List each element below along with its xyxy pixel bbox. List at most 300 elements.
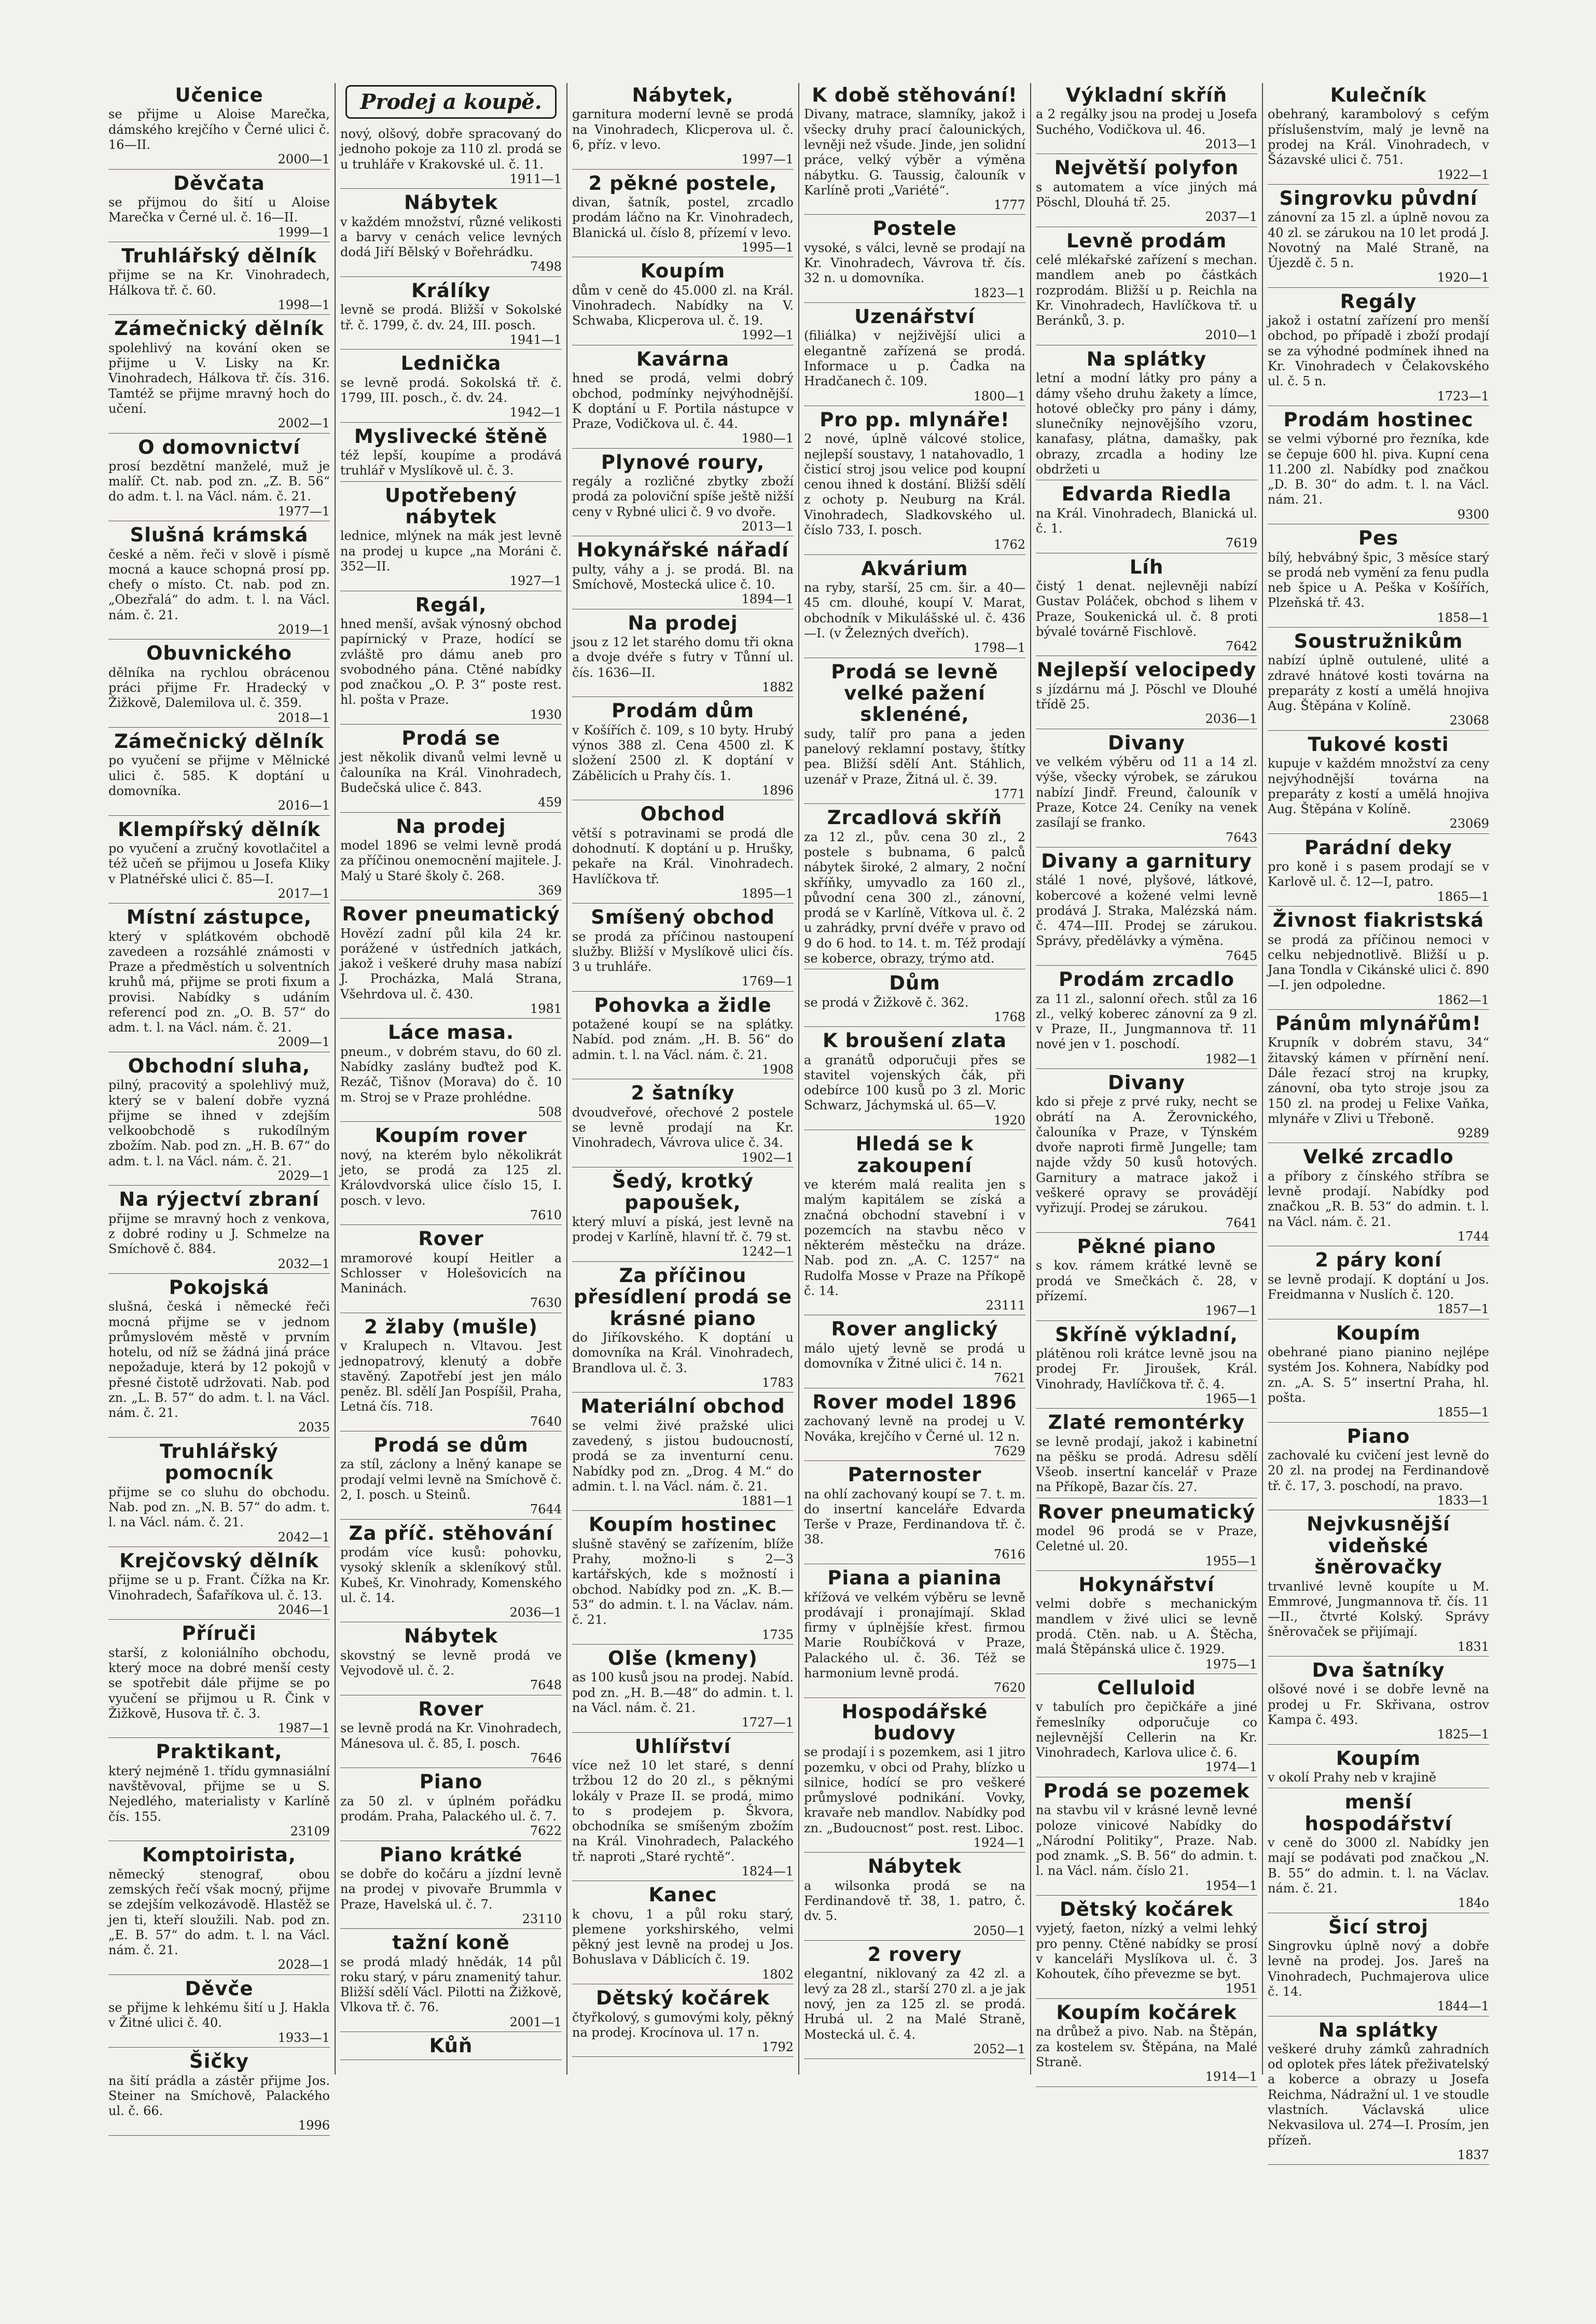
ad-reference-number: 1920 xyxy=(993,1112,1025,1128)
classified-ad xyxy=(108,244,330,315)
classified-ad xyxy=(108,1739,330,1841)
ad-reference-number: 1895—1 xyxy=(741,886,794,901)
ad-title: Králíky xyxy=(411,279,491,302)
ad-reference-number: 1802 xyxy=(761,1967,794,1982)
ad-reference-number: 1974—1 xyxy=(1205,1760,1257,1775)
classified-ad xyxy=(108,1054,330,1186)
ad-body: (filiálka) v nejživější ulici a elegantně zařízená se prodá. Informace u p. Čadka na Hradčanech č. 109. xyxy=(804,328,1025,389)
classified-ad xyxy=(1268,1746,1489,1789)
ad-title: 2 rovery xyxy=(867,1943,962,1966)
classified-ad xyxy=(1268,1915,1489,2016)
ad-title: Singrovku půvdní xyxy=(1279,187,1478,210)
classified-ad xyxy=(804,1390,1025,1461)
ad-title: Regál, xyxy=(415,593,487,616)
classified-ad xyxy=(108,2049,330,2136)
classified-ad xyxy=(1036,1323,1257,1409)
classified-ad xyxy=(1268,289,1489,406)
ad-body: za stíl, záclony a lněný kanape se prodají velmi levně na Smíchově č. 2, I. posch. u Steinů. xyxy=(340,1457,562,1502)
ad-reference-number: 1980—1 xyxy=(741,431,794,446)
ad-body: obehraný, karambolový s cefým příslušenstvím, malý je levně na prodej na Král. Vinohradech, v Šázavské ulici č. 751. xyxy=(1268,107,1489,168)
classified-ad xyxy=(340,483,562,591)
column-6 xyxy=(1263,83,1494,2162)
ad-reference-number: 2000—1 xyxy=(277,152,330,167)
classified-ad xyxy=(572,1734,794,1882)
ad-reference-number: 1242—1 xyxy=(741,1244,794,1259)
classified-ad xyxy=(1268,908,1489,1010)
ad-title: Rover model 1896 xyxy=(812,1390,1017,1413)
classified-ad xyxy=(1036,967,1257,1069)
ad-reference-number: 2029—1 xyxy=(277,1168,330,1183)
classified-ad xyxy=(108,1549,330,1620)
classified-ad xyxy=(108,1187,330,1274)
ad-title: Dům xyxy=(889,972,940,995)
ad-body: větší s potravinami se prodá dle dohodnutí. K doptání u p. Hrušky, pekaře na Král. Vinohradech. Havlíčkova tř. xyxy=(572,826,794,886)
classified-ad xyxy=(340,1930,562,2032)
ad-reference-number: 2037—1 xyxy=(1205,210,1257,225)
ad-body: v okolí Prahy neb v krajině xyxy=(1268,1770,1437,1785)
ad-body: se velmi živé pražské ulici zavedený, s jistou budoucností, prodá se za inventurní cenu. Nabídky pod zn. „Drog. 4 M.“ do admin. t. l. na Václ. nám. č. 21. xyxy=(572,1418,794,1494)
ad-reference-number: 9300 xyxy=(1457,507,1489,522)
classified-ad xyxy=(108,523,330,639)
ad-reference-number: 1825—1 xyxy=(1437,1727,1489,1742)
ad-body: který v splátkovém obchodě zavedeen a rozsáhlé známosti v Praze a předměstích u solventních kruhů má, přijme se proti fixum a provisi. Nabídky s udáním referencí pod zn. „O. B. 57“ do adm. t. l. na Václ. nám. č. 21. xyxy=(108,929,330,1035)
ad-title: Slušná krámská xyxy=(130,524,309,547)
ad-reference-number: 1982—1 xyxy=(1205,1051,1257,1066)
classified-ad xyxy=(108,435,330,522)
ad-reference-number: 2010—1 xyxy=(1205,328,1257,343)
ad-title: Učenice xyxy=(175,84,263,106)
column-3 xyxy=(567,83,799,2075)
ad-body: se přijme u Aloise Marečka, dámského krejčího v Černé ulici č. 16—II. xyxy=(108,107,330,152)
classified-ad xyxy=(1268,1424,1489,1511)
ad-body: Hovězí zadní půl kila 24 kr. porážené v ústředních jatkách, jakož i veškeré druhy masa nabízí J. Procházka, Malá Strana, Všehrdova ul. č. 430. xyxy=(340,926,562,1001)
classified-ad xyxy=(804,660,1025,804)
ad-reference-number: 1800—1 xyxy=(973,388,1025,403)
column-1 xyxy=(104,83,336,2133)
ad-body: divan, šatník, postel, zrcadlo prodám láčno na Kr. Vinohradech, Blanická ul. číslo 8, přízemí v levo. xyxy=(572,195,794,240)
ad-title: Na prodej xyxy=(628,611,738,634)
ad-title: Obuvnického xyxy=(146,642,292,665)
classified-ad xyxy=(572,1512,794,1644)
ad-body: jakož i ostatní zařízení pro menší obchod, po případě i zboží prodají se za výhodné podmínek ihned na Kr. Vinohradech v Čelakovského ul. č. 5 n. xyxy=(1268,313,1489,389)
section-title: Prodej a koupě. xyxy=(345,85,557,119)
ad-reference-number: 2017—1 xyxy=(277,886,330,901)
ad-title: Pěkné piano xyxy=(1077,1235,1216,1258)
ad-title: Koupím hostinec xyxy=(589,1513,777,1536)
classified-ad xyxy=(572,347,794,449)
ad-body: nový, na kterém bylo několikrát jeto, se prodá za 125 zl. Královdvorská ulice číslo 15, I. posch. v levo. xyxy=(340,1147,562,1208)
ad-title: Prodám hostinec xyxy=(1283,408,1474,431)
ad-title: Zrcadlová skříň xyxy=(827,806,1003,829)
ad-body: za 11 zl., salonní ořech. stůl za 16 zl., velký koberec zánovní za 9 zl. v Praze, II., Jungmannova tř. 11 nové jen v 1. poschodí. xyxy=(1036,991,1257,1052)
ad-body: ve kterém malá realita jen s malým kapitálem se získá a značná obchodní stavební i v pozemcích na stavbu něco v některém městečku na dráze. Nab. pod zn. „A. C. 1257“ na Rudolfa Mosse v Praze na Příkopě č. 14. xyxy=(804,1177,1025,1298)
ad-reference-number: 2001—1 xyxy=(509,2014,562,2029)
ad-body: s automatem a více jiných má Pöschl, Dlouhá tř. 25. xyxy=(1036,179,1257,210)
ad-title: Uzenářství xyxy=(854,305,975,328)
ad-title: Rover anglický xyxy=(831,1318,998,1341)
ad-reference-number: 1744 xyxy=(1457,1229,1489,1244)
ad-reference-number: 7616 xyxy=(993,1547,1025,1562)
ad-body: olšové nové i se dobře levně na prodej u Fr. Skřivana, ostrov Kampa č. 493. xyxy=(1268,1682,1489,1727)
ad-reference-number: 2018—1 xyxy=(277,710,330,725)
ad-title: Krejčovský dělník xyxy=(119,1549,319,1572)
ad-title: 2 šatníky xyxy=(631,1082,735,1105)
ad-title: Hokynářské nářadí xyxy=(577,539,789,562)
classified-ad xyxy=(804,304,1025,406)
ad-title: Koupím kočárek xyxy=(1056,2001,1237,2024)
ad-reference-number: 2042—1 xyxy=(277,1529,330,1544)
ad-title: O domovnictví xyxy=(138,436,300,458)
ad-body: obehrané piano pianino nejlépe systém Jos. Kohnera, Nabídky pod zn. „A. S. 5“ insertní Praha, hl. pošta. xyxy=(1268,1345,1489,1405)
ad-body: se levně prodá na Kr. Vinohradech, Mánesova ul. č. 85, I. posch. xyxy=(340,1721,562,1751)
classified-ad xyxy=(572,1263,794,1393)
ad-title: Pohovka a židle xyxy=(594,994,772,1017)
ad-body: nabízí úplně outulené, ulité a zdravé hnátové kosti továrna na preparáty z kostí a umělá hnojiva Aug. Štěpána v Kolíně. xyxy=(1268,653,1489,714)
ad-title: Kulečník xyxy=(1330,84,1427,106)
ad-body: hned menší, avšak výnosný obchod papírnický v Praze, hodící se zvláště pro dámu aneb pro svobodného pána. Ctěné nabídky pod značkou „O. P. 3“ poste rest. hl. pošta v Praze. xyxy=(340,617,562,707)
classified-ad xyxy=(340,1843,562,1929)
ad-title: Obchodní sluha, xyxy=(128,1054,311,1077)
ad-body: jest několik divanů velmi levně u čalouníka na Král. Vinohradech, Budečská ulice č. 843. xyxy=(340,750,562,795)
classified-ad xyxy=(572,538,794,609)
ad-body: model 1896 se velmi levně prodá za příčinou onemocnění majitele. J. Malý u Staré školy č. 268. xyxy=(340,838,562,883)
ad-body: dům v ceně do 45.000 zl. na Král. Vinohradech. Nabídky na V. Schwaba, Klicperova ul. č. 19. xyxy=(572,283,794,328)
classified-ad xyxy=(1036,1779,1257,1896)
classified-ad xyxy=(804,1317,1025,1388)
ad-body: v každém množství, různé velikosti a barvy v cenách velice levných dodá Jiří Bělský v Bořehrádku. xyxy=(340,214,562,260)
ad-reference-number: 2013—1 xyxy=(741,519,794,534)
classified-ad xyxy=(1036,1500,1257,1571)
ad-title: Divany xyxy=(1108,1071,1185,1094)
ad-reference-number: 1955—1 xyxy=(1205,1553,1257,1568)
ad-reference-number: 1783 xyxy=(761,1375,794,1390)
classified-ad xyxy=(340,124,562,189)
ad-title: Pokojská xyxy=(169,1276,270,1299)
ad-reference-number: 1996 xyxy=(298,2118,330,2133)
ad-title: Upotřebený nábytek xyxy=(384,484,518,528)
ad-title: 2 páry koní xyxy=(1315,1249,1442,1272)
ad-title: Hledá se k zakoupení xyxy=(855,1133,974,1177)
classified-ad xyxy=(804,1942,1025,2059)
ad-reference-number: 508 xyxy=(538,1104,562,1119)
ad-body: a granátů odporučuji přes se stavitel vojenských čák, při odebírce 100 kusů po 3 zl. Moric Schwarz, Jáchymská ul. 65—V. xyxy=(804,1052,1025,1113)
ad-body: na stavbu vil v krásné levně levné poloze vinicové Nabídky do „Národní Politiky“, Praze. Nab. pod znamk. „S. B. 56“ do admin. t. l. na Václ. nám. číslo 21. xyxy=(1036,1803,1257,1878)
ad-body: se prodá mladý hnědák, 14 půl roku starý, v páru znamenitý tahur. Bližší sdělí Václ. Pilotti na Žižkově, Vlkova tř. č. 76. xyxy=(340,1954,562,2015)
ad-body: hned se prodá, velmi dobrý obchod, podmínky nejvýhodnější. K doptání u F. Portila nástupce v Praze, Vodičkova ul. č. 44. xyxy=(572,371,794,432)
ad-title: Piano xyxy=(1347,1425,1410,1448)
ad-reference-number: 2016—1 xyxy=(277,798,330,813)
ad-title: Rover xyxy=(418,1228,484,1250)
ad-body: potažené koupí se na splátky. Nabíd. pod znám. „H. B. 56“ do admin. t. l. na Václ. nám. č. 21. xyxy=(572,1017,794,1062)
ad-title: Divany a garnitury xyxy=(1041,850,1252,872)
ad-title: Paternoster xyxy=(848,1464,982,1486)
ad-reference-number: 23109 xyxy=(290,1824,330,1839)
ad-title: Myslivecké štěně xyxy=(354,425,548,448)
classified-ad xyxy=(340,902,562,1019)
classified-ad xyxy=(108,316,330,433)
classified-ad xyxy=(340,190,562,277)
ad-reference-number: 23069 xyxy=(1449,816,1489,831)
ad-reference-number: 1837 xyxy=(1457,2147,1489,2162)
ad-title: Dva šatníky xyxy=(1312,1659,1445,1681)
ad-reference-number: 1977—1 xyxy=(277,504,330,519)
ad-body: velmi dobře s mechanickým mandlem v živé ulici se levně prodá. Ctěn. nab. u A. Štěcha, malá Štěpánská ulice č. 1929. xyxy=(1036,1596,1257,1657)
ad-body: se prodá za příčinou nastoupení služby. Bližší v Myslíkově ulici čís. 3 u truhláře. xyxy=(572,929,794,975)
ad-title: menší hospodářství xyxy=(1304,1791,1452,1835)
classified-ad xyxy=(1268,629,1489,731)
ad-reference-number: 369 xyxy=(538,883,562,898)
ad-title: Smíšený obchod xyxy=(591,906,775,929)
ad-body: kdo si přeje z prvé ruky, necht se obrátí na A. Žerovnického, čalouníka v Praze, v Týnském dvoře naproti firmě Jungelle; tam najde vždy 50 kusů hotových. Garnitury a matrace jakož i veškeré opravy se provádějí vyřizují. Prodej se zárukou. xyxy=(1036,1094,1257,1216)
ad-body: Krupník v dobrém stavu, 34“ žitavský kámen v přírnění není. Dále řezací stroj na krupky, zánovní, oba tyto stroje jsou za 150 zl. na prodej u Felixe Vaňka, mlynáře v Zlivi u Třeboně. xyxy=(1268,1035,1489,1126)
ad-title: Příruči xyxy=(182,1622,257,1645)
ad-body: dělníka na rychlou obrácenou práci přijme Fr. Hradecký v Žižkově, Dalemilova ul. č. 359. xyxy=(108,665,330,711)
classified-ad xyxy=(804,1028,1025,1130)
ad-body: Divany, matrace, slamníky, jakož i všecky druhy prací čalounických, levněji než všude. Jinde, jen solidní práce, velký výběr a výměna nábytku. G. Taussig, čalouník v Karlíně proti „Variété“. xyxy=(804,107,1025,198)
ad-title: Truhlářský dělník xyxy=(121,244,317,267)
ad-title: Hokynářství xyxy=(1078,1574,1215,1596)
ad-reference-number: 1920—1 xyxy=(1437,270,1489,285)
classified-ad xyxy=(340,593,562,725)
ad-body: přijme se co sluhu do obchodu. Nab. pod zn. „N. B. 57“ do adm. t. l. na Václ. nám. č. 21. xyxy=(108,1484,330,1530)
ad-title: Uhlířství xyxy=(634,1735,731,1758)
ad-body: se levně prodají, jakož i kabinetní na pěšku se prodá. Adresu sdělí Všeob. insertní kancelář v Praze na Příkopě, Bazar čís. 27. xyxy=(1036,1434,1257,1495)
classified-ad xyxy=(1268,2018,1489,2165)
ad-title: Zámečnický dělník xyxy=(114,730,324,753)
ad-body: prosí bezdětní manželé, muž je malíř. Ct. nab. pod zn. „Z. B. 56“ do adm. t. l. na Václ. nám. č. 21. xyxy=(108,458,330,504)
ad-body: který nejméně 1. třídu gymnasiální navštěvoval, přijme se u S. Nejedlého, materialisty v Karlíně čís. 155. xyxy=(108,1763,330,1824)
ad-title: 2 žlaby (mušle) xyxy=(364,1315,538,1338)
ad-title: Kanec xyxy=(648,1884,717,1906)
ad-body: se levně prodají. K doptání u Jos. Freidmanna v Nuslích č. 120. xyxy=(1268,1272,1489,1302)
ad-body: čtyřkolový, s gumovými koly, pěkný na prodej. Krocínova ul. 17 n. xyxy=(572,2010,794,2040)
ad-title: Lednička xyxy=(400,352,502,375)
ad-reference-number: 7621 xyxy=(993,1371,1025,1386)
ad-reference-number: 2013—1 xyxy=(1205,136,1257,151)
ad-title: Největší polyfon xyxy=(1054,157,1239,179)
classified-ad xyxy=(804,971,1025,1027)
ad-title: Truhlářský pomocník xyxy=(160,1440,279,1484)
ad-title: Pro pp. mlynáře! xyxy=(820,408,1010,431)
ad-body: stálé 1 nové, plyšové, látkové, kobercové a kožené velmi levně prodává J. Straka, Malézská nám. č. 474—III. Prodej se zárukou. Správy, předělávky a výměna. xyxy=(1036,873,1257,949)
ad-title: Komptoirista, xyxy=(142,1844,296,1867)
ad-reference-number: 1902—1 xyxy=(741,1150,794,1165)
ad-reference-number: 1727—1 xyxy=(741,1715,794,1730)
ad-reference-number: 1723—1 xyxy=(1437,388,1489,403)
ad-title: Praktikant, xyxy=(156,1741,283,1763)
ad-body: s kov. rámem krátké levně se prodá ve Smečkách č. 28, v přízemí. xyxy=(1036,1258,1257,1303)
classified-ad xyxy=(108,1439,330,1547)
classified-ad xyxy=(1036,1410,1257,1498)
ad-title: Prodám zrcadlo xyxy=(1059,968,1234,991)
ad-title: Piano xyxy=(419,1771,483,1793)
ad-reference-number: 1930 xyxy=(530,707,562,722)
ad-reference-number: 1908 xyxy=(761,1062,794,1077)
ad-body: slušná, česká i německé řeči mocná přijme se v jednom průmyslovém městě v prvním hotelu, od níž se žádná jiná práce nepožaduje, která by 12 pokojů v přesné čistotě udržovati. Nab. pod zn. „L. B. 57“ do adm. t. l. na Václ. nám. č. 21. xyxy=(108,1299,330,1421)
ad-reference-number: 1894—1 xyxy=(741,592,794,607)
classified-ad xyxy=(108,83,330,170)
ad-reference-number: 7643 xyxy=(1225,830,1257,845)
ad-title: Nejlepší velocipedy xyxy=(1036,659,1257,681)
ad-reference-number: 1844—1 xyxy=(1437,1999,1489,2014)
ad-title: Líh xyxy=(1129,555,1164,578)
classified-ad xyxy=(340,1123,562,1225)
ad-reference-number: 7622 xyxy=(530,1824,562,1839)
ad-body: zachovaný levně na prodej u V. Nováka, krejčího v Černé ul. 12 n. xyxy=(804,1414,1025,1444)
ad-title: Piano krátké xyxy=(379,1843,523,1866)
classified-ad xyxy=(108,1977,330,2048)
ad-title: Zlaté remontérky xyxy=(1048,1411,1245,1434)
ad-reference-number: 1771 xyxy=(993,786,1025,801)
ad-reference-number: 1995—1 xyxy=(741,240,794,255)
ad-title: Kůň xyxy=(429,2035,473,2057)
classified-ad xyxy=(1036,156,1257,227)
ad-body: mramorové koupí Heitler a Schlosser v Holešovicích na Maninách. xyxy=(340,1250,562,1296)
ad-title: Zámečnický dělník xyxy=(114,317,324,340)
ad-reference-number: 2052—1 xyxy=(973,2041,1025,2056)
classified-ad xyxy=(340,1770,562,1841)
ad-title: Dětský kočárek xyxy=(1059,1898,1233,1921)
ad-body: zachovalé ku cvičení jest levně do 20 zl. na prodej na Ferdinandově tř. č. 17, 3. poschodí, na pravo. xyxy=(1268,1448,1489,1493)
ad-body: se přijme k lehkému šití u J. Hakla v Žitné ulici č. 40. xyxy=(108,2000,330,2030)
classified-ad xyxy=(1036,731,1257,847)
ad-title: Olše (kmeny) xyxy=(608,1647,758,1669)
ad-reference-number: 1927—1 xyxy=(509,574,562,589)
classified-ad xyxy=(572,993,794,1080)
ad-body: se prodá za příčinou nemoci v celku nebjednotlivě. Bližší u p. Jana Tondla v Cikánské ulici č. 890—I. jen odpoledne. xyxy=(1268,932,1489,993)
ad-body: s jízdárnu má J. Pöschl ve Dlouhé třídě 25. xyxy=(1036,681,1257,712)
classified-ad xyxy=(1268,526,1489,628)
ad-title: 2 pěkné postele, xyxy=(588,172,778,194)
ad-title: Nábytek xyxy=(404,191,498,214)
ad-body: málo ujetý levně se prodá u domovníka v Žitné ulici č. 14 n. xyxy=(804,1341,1025,1371)
classified-ad xyxy=(340,814,562,901)
classified-ad xyxy=(804,1854,1025,1941)
ad-title: Koupím rover xyxy=(374,1124,528,1147)
ad-title: Velké zrcadlo xyxy=(1303,1146,1454,1168)
classified-ad xyxy=(1268,1790,1489,1913)
ad-body: pneum., v dobrém stavu, do 60 zl. Nabídky zaslány buďtež pod K. Rezáč, Tišnov (Morava) do č. 10 m. Stroj se v Praze prohlédne. xyxy=(340,1044,562,1105)
ad-title: Piana a pianina xyxy=(827,1567,1002,1590)
classified-ad xyxy=(340,1315,562,1431)
ad-reference-number: 7498 xyxy=(530,259,562,274)
ad-body: elegantní, niklovaný za 42 zl. a levý za 28 zl., starší 270 zl. a je jak nový, jen za 125 zl. se prodá. Hrubá ul. 2 na Malé Straně, Mostecká ul. č. 4. xyxy=(804,1966,1025,2042)
ad-body: v Kralupech n. Vltavou. Jest jednopatrový, klenutý a dobře stavěný. Zapotřebí jest jen málo peněz. Bl. sdělí Jan Pospíšil, Praha, Letná čís. 718. xyxy=(340,1339,562,1414)
ad-body: lednice, mlýnek na mák jest levně na prodej u kupce „na Moráni č. 352—II. xyxy=(340,528,562,574)
classified-ad xyxy=(804,1700,1025,1853)
ad-title: Nejvkusnější videňské šněrovačky xyxy=(1307,1513,1450,1579)
ad-reference-number: 7630 xyxy=(530,1296,562,1311)
ad-reference-number: 7610 xyxy=(530,1207,562,1222)
classified-ad xyxy=(1036,658,1257,729)
ad-body: za 12 zl., pův. cena 30 zl., 2 postele s bubnama, 6 palců nábytek široké, 2 almary, 2 noční skříňky, umyvadlo za 160 zl., původní cena 300 zl., zánovní, prodá se v Karlíně, Vítkova ul. č. 2 u zahrádky, první dvéře v pravo od 9 do 6 hod. to 14. t. m. Též prodají se koberce, obrazy, trýmo atd. xyxy=(804,829,1025,966)
ad-title: Pes xyxy=(1358,527,1399,550)
classified-ad xyxy=(572,1646,794,1733)
classified-ad xyxy=(572,450,794,537)
ad-reference-number: 7629 xyxy=(993,1443,1025,1458)
ad-reference-number: 1965—1 xyxy=(1205,1391,1257,1406)
ad-body: na ryby, starší, 25 cm. šir. a 40—45 cm. dlouhé, koupí V. Marat, obchodník v Mikulášské ul. č. 436—I. (v Železných dveřích). xyxy=(804,580,1025,641)
classified-ad xyxy=(572,1394,794,1511)
ad-title: Místní zástupce, xyxy=(126,906,312,929)
ad-title: Postele xyxy=(872,217,957,240)
ad-body: garnitura moderní levně se prodá na Vinohradech, Klicperova ul. č. 6, příz. v levo. xyxy=(572,107,794,152)
ad-title: Na splátky xyxy=(1318,2019,1439,2041)
classified-ad xyxy=(108,817,330,904)
ad-reference-number: 1762 xyxy=(993,537,1025,552)
ad-reference-number: 1823—1 xyxy=(973,285,1025,300)
ad-body: kupuje v každém množství za ceny nejvýhodnější továrna na preparáty z kostí a umělá hnojiva Aug. Štěpána v Kolíně. xyxy=(1268,756,1489,817)
ad-reference-number: 1735 xyxy=(761,1627,794,1642)
classified-ad xyxy=(1268,83,1489,185)
ad-body: se přijmou do šití u Aloise Marečka v Černé ul. č. 16—II. xyxy=(108,195,330,225)
ad-reference-number: 1942—1 xyxy=(509,405,562,420)
ad-reference-number: 7642 xyxy=(1225,639,1257,654)
classified-ad xyxy=(340,1020,562,1122)
ad-body: v Košířích č. 109, s 10 byty. Hrubý výnos 388 zl. Cena 4500 zl. K složení 2500 zl. K doptání v Zábělicích u Prahy čís. 1. xyxy=(572,722,794,783)
ad-body: který mluví a píská, jest levně na prodej v Karlíně, hlavní tř. č. 79 st. xyxy=(572,1214,794,1245)
ad-reference-number: 2036—1 xyxy=(1205,712,1257,727)
classified-ad xyxy=(1036,849,1257,966)
classified-ad xyxy=(804,1566,1025,1697)
classified-ad xyxy=(1268,836,1489,907)
ad-reference-number: 1769—1 xyxy=(741,974,794,989)
ad-reference-number: 7619 xyxy=(1225,536,1257,551)
ad-title: Láce masa. xyxy=(387,1021,515,1044)
ad-body: vyjetý, faeton, nízký a velmi lehký pro penny. Ctěné nabídky se prosí v kanceláři Myslíkova ul. č. 3 Kohoutek, čího převezme se byt. xyxy=(1036,1921,1257,1982)
ad-body: dvoudveřové, ořechové 2 postele se levně prodají na Kr. Vinohradech, Vávrova ulice č. 34. xyxy=(572,1105,794,1150)
classified-ad xyxy=(1036,83,1257,154)
ad-body: nový, olšový, dobře spracovaný do jednoho pokoje za 110 zl. prodá se u truhláře v Krakovské ul. č. 11. xyxy=(340,127,562,172)
ad-body: pro koně i s pasem prodají se v Karlově ul. č. 12—I, patro. xyxy=(1268,859,1489,889)
classified-ad xyxy=(108,729,330,816)
classified-ad xyxy=(1036,1676,1257,1777)
classified-ad xyxy=(1268,1145,1489,1246)
ad-reference-number: 7645 xyxy=(1225,948,1257,963)
ad-body: se prodají i s pozemkem, asi 1 jitro pozemku, v obci od Prahy, blízko u silnice, hodící se pro veškeré průmyslové podnikání. Vovky, kravaře neb mandlov. Nabídky pod zn. „Budoucnost“ post. rest. Liboc. xyxy=(804,1745,1025,1835)
ad-body: přijme se mravný hoch z venkova, z dobré rodiny u J. Schmelze na Smíchově č. 884. xyxy=(108,1211,330,1257)
classified-ad xyxy=(108,1843,330,1974)
ad-body: celé mlékařské zařízení s mechan. mandlem aneb po částkách rozprodám. Bližší u p. Reichla na Kr. Vinohradech, Havlíčkova tř. u Beránků, 3. p. xyxy=(1036,253,1257,328)
ad-title: Tukové kosti xyxy=(1308,733,1449,756)
ad-title: Šičky xyxy=(189,2050,249,2073)
ad-body: se velmi výborné pro řezníka, kde se čepuje 600 hl. piva. Kupní cena 11.200 zl. Nabídky pod značkou „D. B. 30“ do adm. t. l. na Václ. nám. 21. xyxy=(1268,432,1489,507)
ad-reference-number: 1857—1 xyxy=(1437,1302,1489,1317)
ad-title: Klempířský dělník xyxy=(118,818,321,841)
ad-body: ve velkém výběru od 11 a 14 zl. výše, všecky výrobek, se zárukou nabízí Jindř. Freund, čalouník v Praze, Kotce 24. Ceníky na venek zasílají se franko. xyxy=(1036,755,1257,830)
ad-title: Prodá se pozemek xyxy=(1043,1779,1250,1802)
ad-body: skovstný se levně prodá ve Vejvodově ul. č. 2. xyxy=(340,1648,562,1678)
ad-title: Koupím xyxy=(1336,1747,1421,1770)
classified-ad xyxy=(804,408,1025,555)
ad-body: v ceně do 3000 zl. Nabídky jen mají se podávati pod značkou „N. B. 55“ do admin. t. l. na Václav. nám. č. 21. xyxy=(1268,1835,1489,1896)
ad-reference-number: 2028—1 xyxy=(277,1957,330,1972)
ad-reference-number: 1833—1 xyxy=(1437,1493,1489,1508)
ad-title: Rover pneumatický xyxy=(1037,1500,1256,1523)
classified-ad xyxy=(1036,2000,1257,2087)
classified-ad xyxy=(340,279,562,350)
ad-reference-number: 2032—1 xyxy=(277,1256,330,1271)
ad-body: jsou z 12 let starého domu tři okna a dvoje dvéře s futry v Tůnní ul. čís. 1636—II. xyxy=(572,635,794,680)
classified-ad xyxy=(340,726,562,813)
ad-reference-number: 7641 xyxy=(1225,1215,1257,1230)
ad-reference-number: 1922—1 xyxy=(1437,167,1489,182)
ad-title: Edvarda Riedla xyxy=(1061,483,1232,506)
classified-ad xyxy=(1036,1070,1257,1233)
classified-ad xyxy=(572,1986,794,2057)
classified-ad xyxy=(1268,1321,1489,1423)
ad-title: Výkladní skříň xyxy=(1065,84,1228,106)
